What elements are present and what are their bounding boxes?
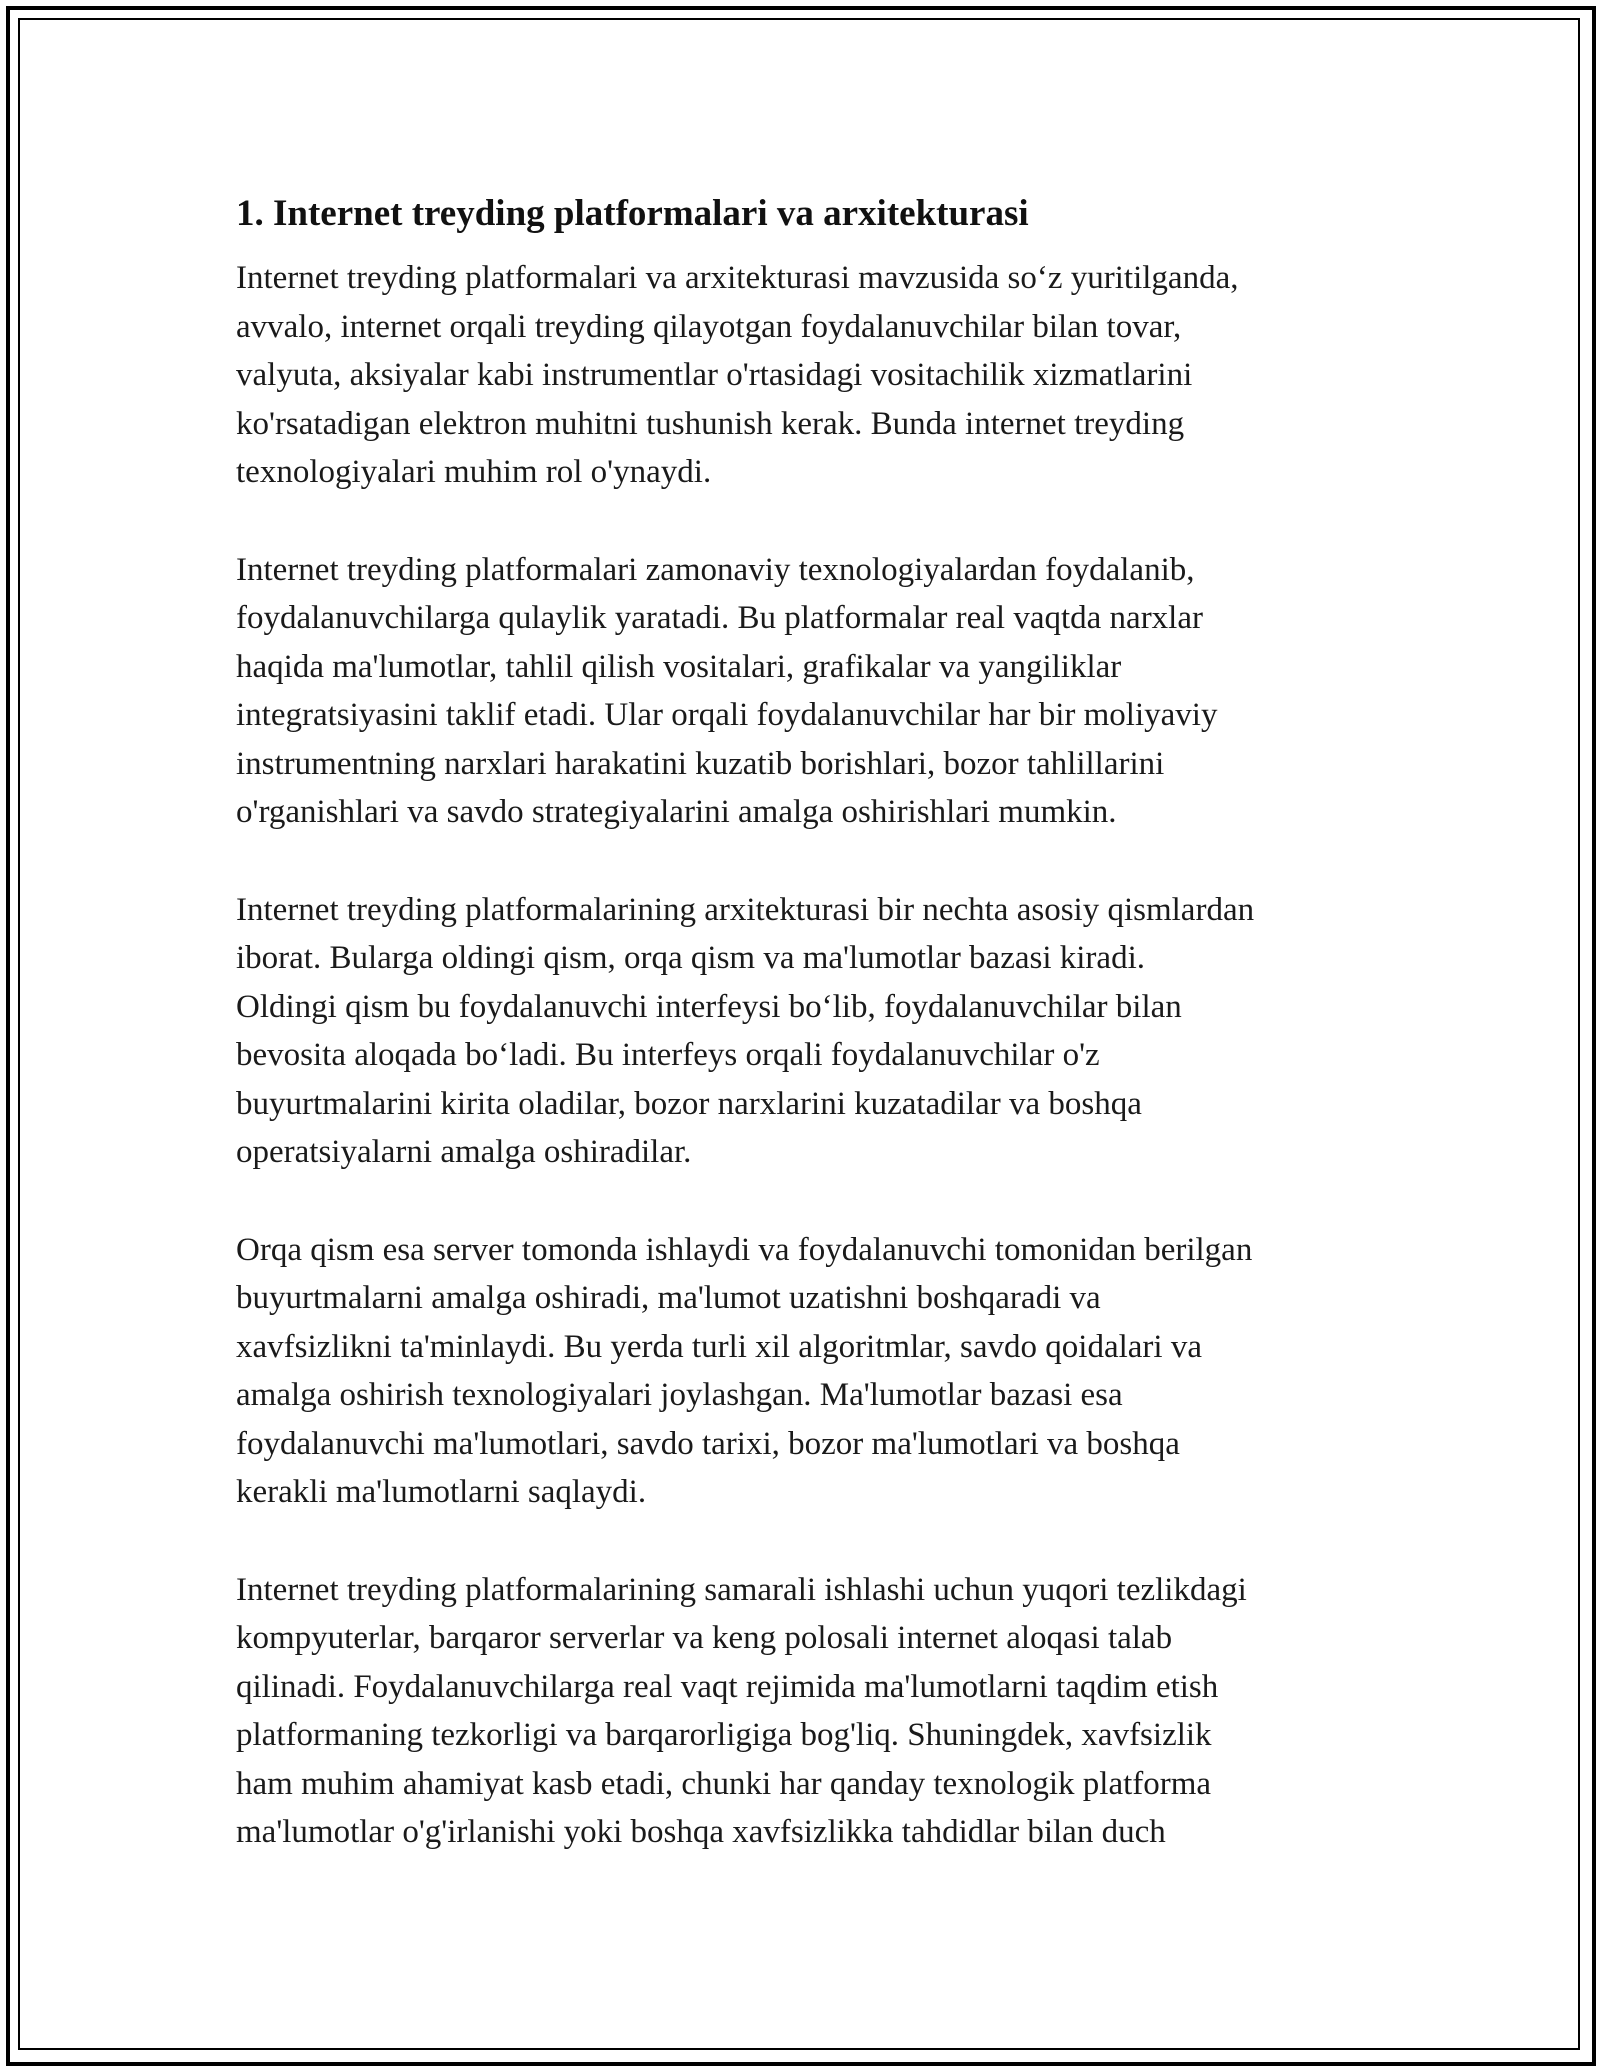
paragraph-line: qilinadi. Foydalanuvchilarga real vaqt rejimida ma'lumotlarni taqdim etish: [236, 1668, 1219, 1705]
paragraph-line: haqida ma'lumotlar, tahlil qilish vositalari, grafikalar va yangiliklar: [236, 648, 1122, 685]
section-heading: 1. Internet treyding platformalari va arxitekturasi: [236, 193, 1029, 234]
paragraph-2: [236, 546, 1386, 837]
paragraph-line: Oldingi qism bu foydalanuvchi interfeysi bo‘lib, foydalanuvchilar bilan: [236, 988, 1182, 1025]
paragraph-line: texnologiyalari muhim rol o'ynaydi.: [236, 454, 712, 490]
paragraph-line: ko'rsatadigan elektron muhitni tushunish kerak. Bunda internet treyding: [236, 405, 1185, 442]
paragraph-line: Internet treyding platformalari va arxitekturasi mavzusida so‘z yuritilganda,: [236, 260, 1239, 296]
paragraph-line: Internet treyding platformalari zamonaviy texnologiyalardan foydalanib,: [236, 551, 1195, 588]
paragraph-line: valyuta, aksiyalar kabi instrumentlar o'rtasidagi vositachilik xizmatlarini: [236, 357, 1193, 393]
paragraph-line: platformaning tezkorligi va barqarorligiga bog'liq. Shuningdek, xavfsizlik: [236, 1717, 1212, 1753]
paragraph-line: operatsiyalarni amalga oshiradilar.: [236, 1134, 692, 1170]
paragraph-line: Internet treyding platformalarining samarali ishlashi uchun yuqori tezlikdagi: [236, 1571, 1247, 1608]
paragraph-line: instrumentning narxlari harakatini kuzatib borishlari, bozor tahlillarini: [236, 745, 1165, 782]
paragraph-line: foydalanuvchi ma'lumotlari, savdo tarixi, bozor ma'lumotlari va boshqa: [236, 1425, 1180, 1462]
document-body: [236, 186, 1386, 1906]
paragraph-line: amalga oshirish texnologiyalari joylashgan. Ma'lumotlar bazasi esa: [236, 1377, 1123, 1413]
paragraph-line: bevosita aloqada bo‘ladi. Bu interfeys orqali foydalanuvchilar o'z: [236, 1037, 1100, 1073]
paragraph-line: buyurtmalarni amalga oshiradi, ma'lumot uzatishni boshqaradi va: [236, 1280, 1101, 1316]
paragraph-line: avvalo, internet orqali treyding qilayotgan foydalanuvchilar bilan tovar,: [236, 308, 1182, 345]
paragraph-3: [236, 886, 1386, 1177]
paragraph-line: buyurtmalarini kirita oladilar, bozor narxlarini kuzatadilar va boshqa: [236, 1085, 1142, 1122]
paragraph-line: xavfsizlikni ta'minlaydi. Bu yerda turli xil algoritmlar, savdo qoidalari va: [236, 1328, 1202, 1365]
paragraph-line: iborat. Bularga oldingi qism, orqa qism va ma'lumotlar bazasi kiradi.: [236, 940, 1145, 976]
paragraph-1: [236, 254, 1386, 497]
paragraph-line: o'rganishlari va savdo strategiyalarini amalga oshirishlari mumkin.: [236, 794, 1117, 830]
paragraph-line: integratsiyasini taklif etadi. Ular orqali foydalanuvchilar har bir moliyaviy: [236, 697, 1218, 733]
paragraph-line: foydalanuvchilarga qulaylik yaratadi. Bu platformalar real vaqtda narxlar: [236, 600, 1203, 636]
paragraph-4: [236, 1226, 1386, 1517]
paragraph-line: ham muhim ahamiyat kasb etadi, chunki har qanday texnologik platforma: [236, 1765, 1212, 1802]
paragraph-line: ma'lumotlar o'g'irlanishi yoki boshqa xavfsizlikka tahdidlar bilan duch: [236, 1814, 1166, 1850]
paragraph-5: [236, 1566, 1386, 1857]
paragraph-line: kompyuterlar, barqaror serverlar va keng polosali internet aloqasi talab: [236, 1620, 1173, 1656]
paragraph-line: Internet treyding platformalarining arxitekturasi bir nechta asosiy qismlardan: [236, 891, 1255, 928]
paragraph-line: kerakli ma'lumotlarni saqlaydi.: [236, 1474, 647, 1510]
paragraph-line: Orqa qism esa server tomonda ishlaydi va foydalanuvchi tomonidan berilgan: [236, 1231, 1253, 1268]
